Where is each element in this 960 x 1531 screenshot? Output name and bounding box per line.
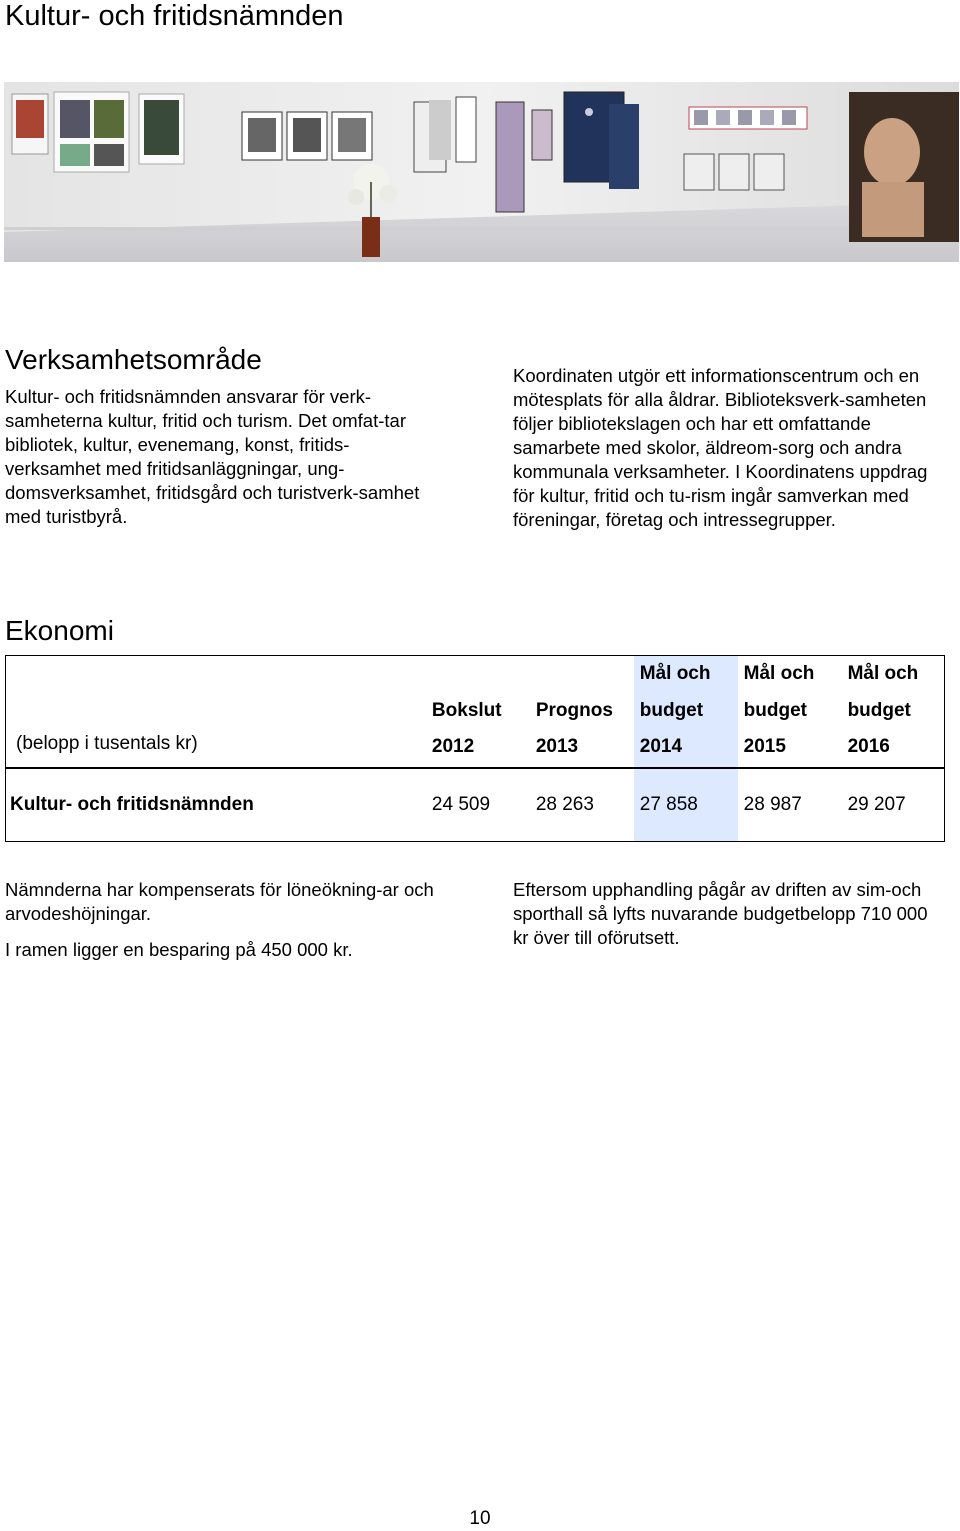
- column-line1: Mål och: [743, 663, 815, 684]
- gallery-photo: [4, 82, 959, 262]
- section-heading-ekonomi: Ekonomi: [5, 615, 114, 646]
- verksamhet-right-text: Koordinaten utgör ett informationscentrum och en mötesplats för alla åldrar. Biblioteksverk-samheten följer bibliotekslagen och har ett omfattande samarbete med skolor, äldreom-sorg och andra kommunala verksamheter. I Koordinatens uppdrag för kultur, fritid och tu-rism ingår samverkan med föreningar, företag och intressegrupper.: [513, 365, 928, 530]
- verksamhet-left-paragraph: [5, 385, 430, 529]
- notes-right: [513, 878, 948, 950]
- table-cell: 28 263: [530, 768, 634, 842]
- page-number: 10: [469, 1508, 491, 1529]
- table-header-row: [6, 656, 945, 768]
- column-line2: budget: [639, 699, 704, 721]
- column-year: 2014: [639, 736, 683, 757]
- column-year: 2016: [847, 736, 890, 757]
- column-year: 2012: [431, 736, 475, 757]
- column-line1: [536, 656, 634, 693]
- verksamhet-right-paragraph: [513, 364, 948, 532]
- table-cell: 24 509: [426, 768, 530, 842]
- table-row: [6, 768, 945, 842]
- column-header: [738, 656, 842, 768]
- economy-table-wrapper: [5, 655, 945, 842]
- section-heading-verksamhet: Verksamhetsområde: [5, 344, 262, 375]
- notes-right-p1: Eftersom upphandling pågår av driften av sim-och sporthall så lyfts nuvarande budgetbelopp 710 000 kr över till oförutsett.: [513, 879, 928, 948]
- page-title: Kultur- och fritidsnämnden: [5, 0, 344, 32]
- unit-label: (belopp i tusentals kr): [16, 732, 198, 754]
- column-line1: Mål och: [639, 663, 711, 684]
- column-header: [634, 656, 738, 768]
- row-label: Kultur- och fritidsnämnden: [10, 793, 254, 815]
- column-line2: Prognos: [535, 699, 613, 721]
- column-header: [426, 656, 530, 768]
- column-header: [530, 656, 634, 768]
- column-line2: budget: [743, 699, 807, 721]
- column-line1: [432, 656, 530, 693]
- column-line2: Bokslut: [431, 699, 502, 721]
- table-cell: 28 987: [738, 768, 842, 842]
- table-cell: 29 207: [842, 768, 945, 842]
- verksamhet-left-text: Kultur- och fritidsnämnden ansvarar för verk-samheterna kultur, fritid och turism. Det omfat-tar bibliotek, kultur, evenemang, konst, fritids-verksamhet med fritidsanläggningar, ung-domsverksamhet, fritidsgård och turistverk-samhet med turistbyrå.: [5, 386, 420, 527]
- column-year: 2013: [535, 736, 579, 757]
- notes-left-p2: I ramen ligger en besparing på 450 000 kr.: [5, 939, 353, 960]
- notes-left-p1: Nämnderna har kompenserats för löneökning-ar och arvodeshöjningar.: [5, 879, 434, 924]
- notes-left: [5, 878, 435, 962]
- gallery-illustration: [4, 82, 959, 262]
- column-line2: budget: [847, 699, 911, 721]
- table-cell: 27 858: [634, 768, 738, 842]
- column-header: [842, 656, 945, 768]
- economy-table: [5, 655, 945, 842]
- column-line1: Mål och: [847, 663, 919, 684]
- column-year: 2015: [743, 736, 786, 757]
